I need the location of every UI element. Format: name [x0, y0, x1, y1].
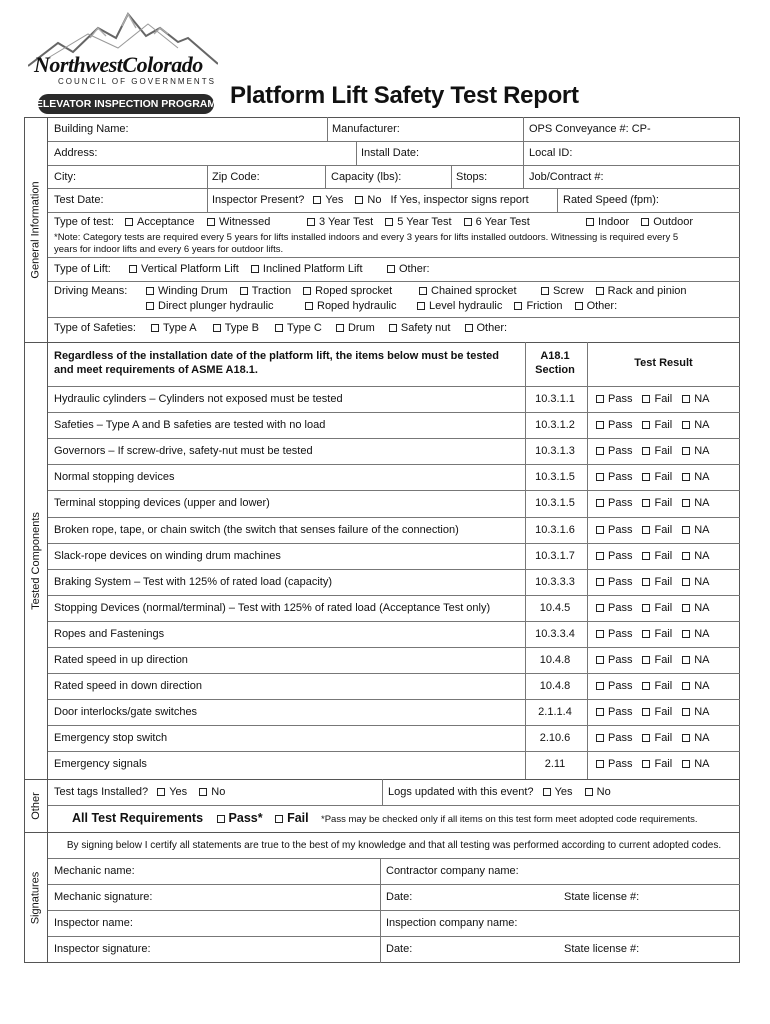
- fail-checkbox[interactable]: [642, 682, 650, 690]
- na-checkbox[interactable]: [682, 734, 690, 742]
- na-checkbox[interactable]: [682, 682, 690, 690]
- logs-no-checkbox[interactable]: [585, 788, 593, 796]
- fail-label: Fail: [654, 445, 673, 457]
- job-contract-label: Job/Contract #:: [529, 171, 604, 183]
- address-label: Address:: [54, 147, 98, 159]
- type-b-checkbox[interactable]: [213, 324, 221, 332]
- outdoor-checkbox[interactable]: [641, 218, 649, 226]
- logs-updated-label: Logs updated with this event?: [388, 786, 534, 798]
- lift-other-checkbox[interactable]: [387, 265, 395, 273]
- na-checkbox[interactable]: [682, 447, 690, 455]
- pass-label: Pass: [608, 680, 633, 692]
- na-label: NA: [694, 654, 710, 666]
- na-label: NA: [694, 524, 710, 536]
- tested-intro-line1: Regardless of the installation date of the platform lift, the items below must be tested: [54, 350, 499, 362]
- na-label: NA: [694, 732, 710, 744]
- pass-label: Pass: [608, 497, 633, 509]
- acceptance-checkbox[interactable]: [125, 218, 133, 226]
- vertical-lift-checkbox[interactable]: [129, 265, 137, 273]
- pass-label: Pass: [608, 393, 633, 405]
- all-test-requirements-label: All Test Requirements: [72, 811, 204, 825]
- test-result-options: [596, 471, 709, 484]
- fail-label: Fail: [654, 419, 673, 431]
- test-item-label: Hydraulic cylinders – Cylinders not exposed must be tested: [54, 393, 343, 405]
- test-item-label: Rated speed in up direction: [54, 654, 188, 666]
- test-item-label: Normal stopping devices: [54, 471, 175, 483]
- test-result-options: [596, 680, 709, 693]
- na-label: NA: [694, 706, 710, 718]
- test-item-section: 10.4.8: [539, 680, 571, 692]
- safety-nut-checkbox[interactable]: [389, 324, 397, 332]
- level-hydraulic-checkbox[interactable]: [417, 302, 425, 310]
- witnessed-checkbox[interactable]: [207, 218, 215, 226]
- all-pass-checkbox[interactable]: [217, 815, 225, 823]
- fail-checkbox[interactable]: [642, 421, 650, 429]
- na-label: NA: [694, 680, 710, 692]
- fail-label: Fail: [654, 471, 673, 483]
- section-header: Section: [535, 364, 575, 376]
- mechanic-date-label: Date:: [386, 891, 413, 903]
- capacity-label: Capacity (lbs):: [331, 171, 402, 183]
- local-id-label: Local ID:: [529, 147, 573, 159]
- inspector-state-license-label: State license #:: [564, 943, 640, 955]
- pass-checkbox[interactable]: [596, 421, 604, 429]
- fail-label: Fail: [654, 628, 673, 640]
- ncog-logo: [28, 8, 218, 114]
- pass-label: Pass: [608, 471, 633, 483]
- pass-checkbox[interactable]: [596, 760, 604, 768]
- na-checkbox[interactable]: [682, 708, 690, 716]
- fail-label: Fail: [654, 758, 673, 770]
- tags-no-checkbox[interactable]: [199, 788, 207, 796]
- section-label-tested: Tested Components: [24, 342, 48, 779]
- 6-year-test-checkbox[interactable]: [464, 218, 472, 226]
- test-result-options: [596, 419, 709, 432]
- na-checkbox[interactable]: [682, 395, 690, 403]
- pass-checkbox[interactable]: [596, 499, 604, 507]
- org-name: NorthwestColorado: [34, 52, 203, 77]
- manufacturer-label: Manufacturer:: [332, 123, 400, 135]
- winding-drum-checkbox[interactable]: [146, 287, 154, 295]
- test-result-options: [596, 393, 709, 406]
- fail-checkbox[interactable]: [642, 395, 650, 403]
- test-item-label: Ropes and Fastenings: [54, 628, 165, 640]
- fail-label: Fail: [654, 732, 673, 744]
- fail-label: Fail: [654, 550, 673, 562]
- contractor-company-label: Contractor company name:: [386, 865, 519, 877]
- fail-checkbox[interactable]: [642, 604, 650, 612]
- test-item-label: Rated speed in down direction: [54, 680, 202, 692]
- certify-statement: By signing below I certify all statements are true to the best of my knowledge and that all testing was performed according to current adopted codes.: [66, 840, 722, 851]
- inspector-date-label: Date:: [386, 943, 413, 955]
- pass-checkbox[interactable]: [596, 395, 604, 403]
- council-name: COUNCIL OF GOVERNMENTS: [58, 77, 216, 86]
- pass-label: Pass: [608, 654, 633, 666]
- section-label-other: Other: [24, 779, 48, 832]
- inspector-no-checkbox[interactable]: [355, 196, 363, 204]
- test-item-section: 10.3.3.4: [535, 628, 575, 640]
- test-result-options: [596, 628, 709, 641]
- section-label-signatures: Signatures: [24, 832, 48, 963]
- test-item-section: 2.1.1.4: [538, 706, 572, 718]
- safeties-other-checkbox[interactable]: [465, 324, 473, 332]
- pass-checkbox[interactable]: [596, 682, 604, 690]
- test-item-section: 10.3.1.1: [535, 393, 575, 405]
- logs-yes-checkbox[interactable]: [543, 788, 551, 796]
- rack-pinion-checkbox[interactable]: [596, 287, 604, 295]
- tested-intro-line2: and meet requirements of ASME A18.1.: [54, 364, 258, 376]
- inspector-signature-label: Inspector signature:: [54, 943, 151, 955]
- test-item-label: Braking System – Test with 125% of rated load (capacity): [54, 576, 332, 588]
- test-result-options: [596, 732, 709, 745]
- na-checkbox[interactable]: [682, 630, 690, 638]
- test-item-label: Governors – If screw-drive, safety-nut must be tested: [54, 445, 313, 457]
- fail-label: Fail: [654, 393, 673, 405]
- test-item-label: Terminal stopping devices (upper and lower): [54, 497, 270, 509]
- test-result-header: Test Result: [634, 357, 693, 369]
- if-yes-note: If Yes, inspector signs report: [390, 194, 529, 206]
- na-label: NA: [694, 393, 710, 405]
- pass-checkbox[interactable]: [596, 473, 604, 481]
- all-fail-checkbox[interactable]: [275, 815, 283, 823]
- test-tags-label: Test tags Installed?: [54, 786, 149, 798]
- pass-label: Pass: [608, 550, 633, 562]
- rated-speed-label: Rated Speed (fpm):: [563, 194, 659, 206]
- inspection-company-label: Inspection company name:: [386, 917, 518, 929]
- pass-checkbox[interactable]: [596, 604, 604, 612]
- driving-means-label: Driving Means:: [54, 285, 128, 297]
- test-item-section: 10.3.1.6: [535, 524, 575, 536]
- inspector-name-label: Inspector name:: [54, 917, 133, 929]
- test-result-options: [596, 497, 709, 510]
- fail-label: Fail: [654, 602, 673, 614]
- na-checkbox[interactable]: [682, 578, 690, 586]
- fail-checkbox[interactable]: [642, 708, 650, 716]
- pass-label: Pass: [608, 758, 633, 770]
- na-label: NA: [694, 445, 710, 457]
- na-label: NA: [694, 758, 710, 770]
- fail-label: Fail: [654, 524, 673, 536]
- test-item-label: Broken rope, tape, or chain switch (the switch that senses failure of the connection): [54, 524, 459, 536]
- 5-year-test-checkbox[interactable]: [385, 218, 393, 226]
- test-item-section: 10.3.1.7: [535, 550, 575, 562]
- na-checkbox[interactable]: [682, 421, 690, 429]
- fail-checkbox[interactable]: [642, 630, 650, 638]
- 3-year-test-checkbox[interactable]: [307, 218, 315, 226]
- type-of-safeties-label: Type of Safeties:: [54, 322, 136, 334]
- test-item-label: Slack-rope devices on winding drum machines: [54, 550, 281, 562]
- test-item-label: Emergency signals: [54, 758, 147, 770]
- pass-label: Pass: [608, 445, 633, 457]
- drum-checkbox[interactable]: [336, 324, 344, 332]
- test-item-section: 2.11: [544, 758, 566, 770]
- na-checkbox[interactable]: [682, 552, 690, 560]
- test-item-section: 10.4.5: [539, 602, 571, 614]
- test-result-options: [596, 602, 709, 615]
- building-name-label: Building Name:: [54, 123, 129, 135]
- install-date-label: Install Date:: [361, 147, 420, 159]
- category-note-line1: *Note: Category tests are required every 5 years for lifts installed indoors and every 3 years for lifts installed outdoors. Witnessing is required every 5: [54, 232, 679, 243]
- type-a-checkbox[interactable]: [151, 324, 159, 332]
- pass-checkbox[interactable]: [596, 708, 604, 716]
- roped-hydraulic-checkbox[interactable]: [305, 302, 313, 310]
- pass-label: Pass: [608, 524, 633, 536]
- test-result-options: [596, 445, 709, 458]
- na-label: NA: [694, 576, 710, 588]
- driving-other-checkbox[interactable]: [575, 302, 583, 310]
- indoor-checkbox[interactable]: [586, 218, 594, 226]
- fail-checkbox[interactable]: [642, 656, 650, 664]
- na-checkbox[interactable]: [682, 604, 690, 612]
- na-label: NA: [694, 628, 710, 640]
- fail-checkbox[interactable]: [642, 734, 650, 742]
- chained-sprocket-checkbox[interactable]: [419, 287, 427, 295]
- page-title: Platform Lift Safety Test Report: [230, 82, 579, 109]
- pass-checkbox[interactable]: [596, 447, 604, 455]
- pass-checkbox[interactable]: [596, 734, 604, 742]
- pass-label: Pass: [608, 706, 633, 718]
- na-label: NA: [694, 550, 710, 562]
- ops-conveyance-label: OPS Conveyance #: CP-: [529, 123, 651, 135]
- inspector-yes-checkbox[interactable]: [313, 196, 321, 204]
- fail-checkbox[interactable]: [642, 760, 650, 768]
- a181-header: A18.1: [540, 350, 570, 362]
- pass-label: Pass: [608, 628, 633, 640]
- pass-label: Pass: [608, 732, 633, 744]
- test-result-options: [596, 758, 709, 771]
- zip-label: Zip Code:: [212, 171, 260, 183]
- city-label: City:: [54, 171, 76, 183]
- test-item-section: 2.10.6: [539, 732, 571, 744]
- test-result-options: [596, 550, 709, 563]
- fail-checkbox[interactable]: [642, 473, 650, 481]
- na-checkbox[interactable]: [682, 526, 690, 534]
- inspector-present-label: Inspector Present?: [212, 194, 305, 206]
- fail-label: Fail: [654, 680, 673, 692]
- na-checkbox[interactable]: [682, 656, 690, 664]
- fail-checkbox[interactable]: [642, 578, 650, 586]
- fail-checkbox[interactable]: [642, 499, 650, 507]
- test-result-options: [596, 654, 709, 667]
- program-badge: ELEVATOR INSPECTION PROGRAM: [38, 94, 214, 114]
- pass-checkbox[interactable]: [596, 552, 604, 560]
- test-item-label: Safeties – Type A and B safeties are tested with no load: [54, 419, 326, 431]
- type-c-checkbox[interactable]: [275, 324, 283, 332]
- na-label: NA: [694, 471, 710, 483]
- fail-label: Fail: [654, 654, 673, 666]
- na-checkbox[interactable]: [682, 760, 690, 768]
- test-item-label: Emergency stop switch: [54, 732, 168, 744]
- pass-label: Pass: [608, 576, 633, 588]
- mechanic-signature-label: Mechanic signature:: [54, 891, 153, 903]
- fail-checkbox[interactable]: [642, 447, 650, 455]
- fail-label: Fail: [654, 706, 673, 718]
- test-item-section: 10.3.3.3: [535, 576, 575, 588]
- fail-label: Fail: [654, 576, 673, 588]
- na-label: NA: [694, 497, 710, 509]
- test-item-label: Stopping Devices (normal/terminal) – Test with 125% of rated load (Acceptance Test only): [54, 602, 491, 614]
- test-result-options: [596, 576, 709, 589]
- test-item-label: Door interlocks/gate switches: [54, 706, 198, 718]
- pass-checkbox[interactable]: [596, 526, 604, 534]
- test-item-section: 10.3.1.2: [535, 419, 575, 431]
- inspector-present-row: Inspector Present? Yes No If Yes, inspector signs report: [212, 194, 529, 206]
- inclined-lift-checkbox[interactable]: [251, 265, 259, 273]
- roped-sprocket-checkbox[interactable]: [303, 287, 311, 295]
- test-item-section: 10.4.8: [539, 654, 571, 666]
- type-of-lift-label: Type of Lift:: [54, 263, 111, 275]
- na-label: NA: [694, 602, 710, 614]
- test-item-section: 10.3.1.3: [535, 445, 575, 457]
- pass-note: *Pass may be checked only if all items on this test form meet adopted code requirements.: [321, 814, 698, 825]
- fail-label: Fail: [654, 497, 673, 509]
- test-item-section: 10.3.1.5: [535, 471, 575, 483]
- pass-checkbox[interactable]: [596, 656, 604, 664]
- category-note-line2: years for indoor lifts and every 6 years for outdoor lifts.: [54, 244, 284, 255]
- screw-checkbox[interactable]: [541, 287, 549, 295]
- tags-yes-checkbox[interactable]: [157, 788, 165, 796]
- stops-label: Stops:: [456, 171, 488, 183]
- friction-checkbox[interactable]: [514, 302, 522, 310]
- pass-checkbox[interactable]: [596, 630, 604, 638]
- na-checkbox[interactable]: [682, 499, 690, 507]
- traction-checkbox[interactable]: [240, 287, 248, 295]
- pass-checkbox[interactable]: [596, 578, 604, 586]
- test-item-section: 10.3.1.5: [535, 497, 575, 509]
- pass-label: Pass: [608, 602, 633, 614]
- section-label-general: General Information: [24, 117, 48, 342]
- direct-plunger-checkbox[interactable]: [146, 302, 154, 310]
- type-of-test-label: Type of test:: [54, 216, 114, 228]
- test-result-options: [596, 524, 709, 537]
- test-date-label: Test Date:: [54, 194, 104, 206]
- test-result-options: [596, 706, 709, 719]
- na-checkbox[interactable]: [682, 473, 690, 481]
- pass-label: Pass: [608, 419, 633, 431]
- fail-checkbox[interactable]: [642, 526, 650, 534]
- mechanic-name-label: Mechanic name:: [54, 865, 135, 877]
- mechanic-state-license-label: State license #:: [564, 891, 640, 903]
- fail-checkbox[interactable]: [642, 552, 650, 560]
- na-label: NA: [694, 419, 710, 431]
